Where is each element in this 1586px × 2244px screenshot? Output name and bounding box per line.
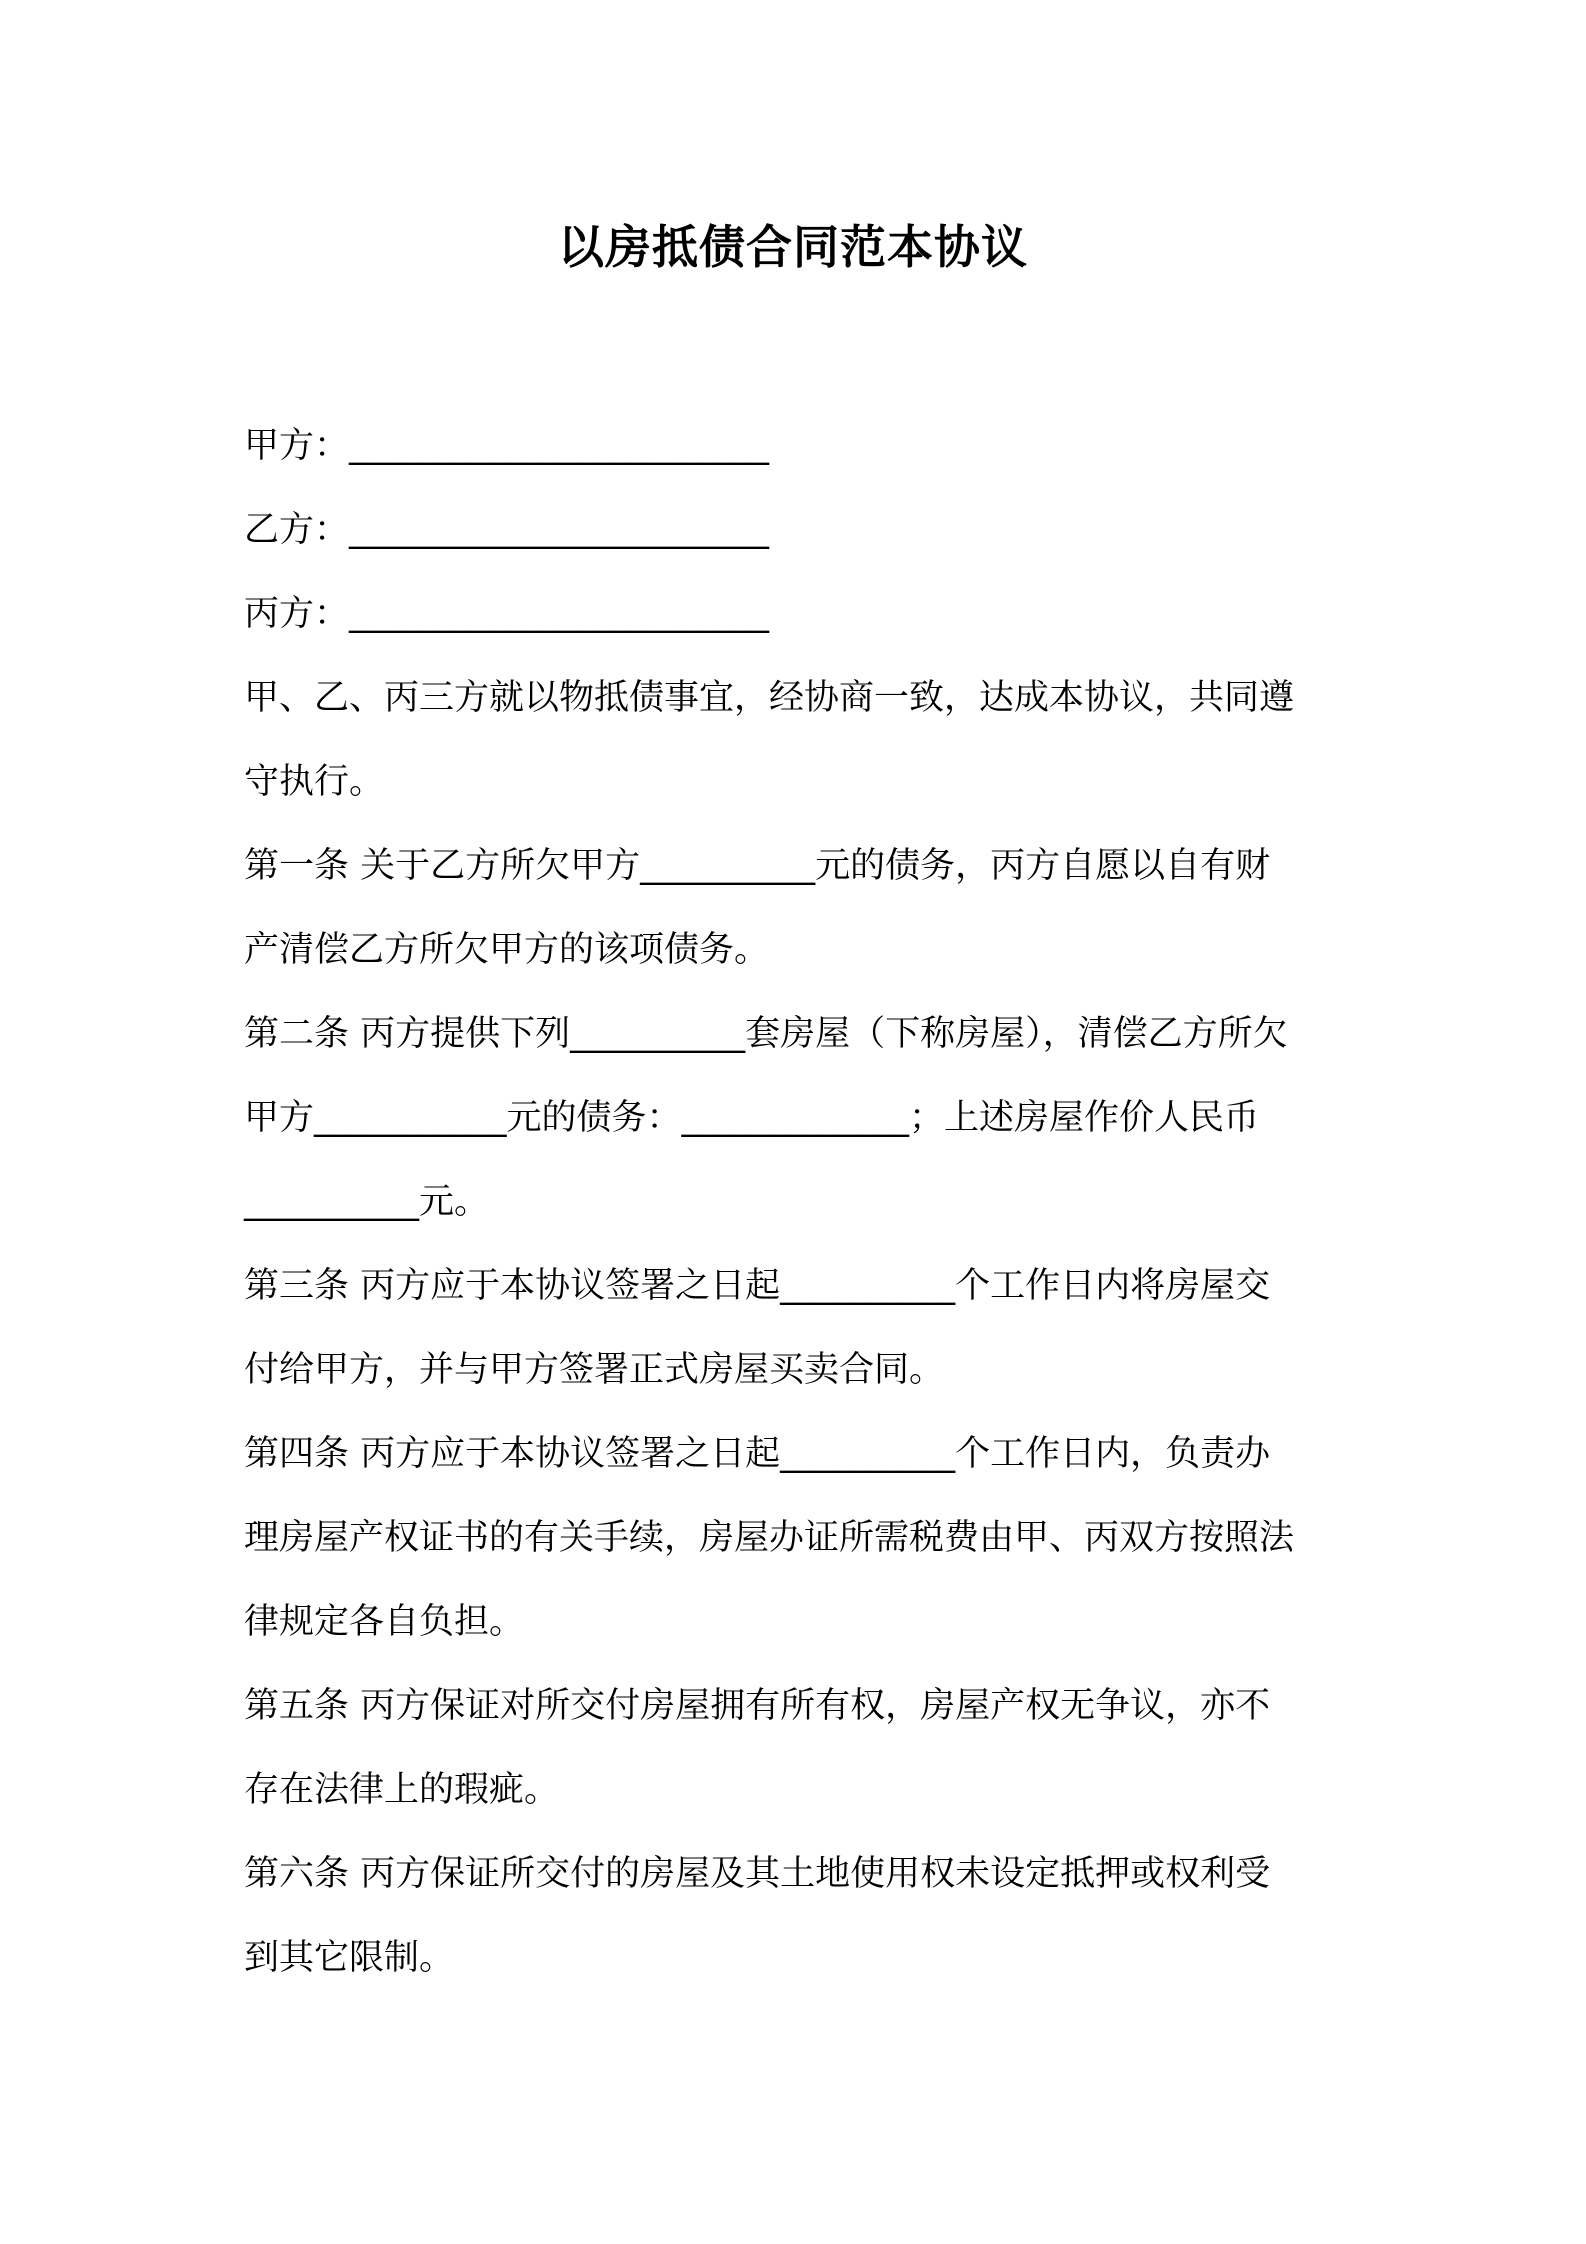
party-c-line: 丙方：________________________ (244, 594, 770, 634)
article-1-line-2: 产清偿乙方所欠甲方的该项债务。 (244, 930, 770, 970)
article-2-line-2: 甲方___________元的债务：_____________；上述房屋作价人民币 (244, 1098, 1260, 1138)
article-5-line-2: 存在法律上的瑕疵。 (244, 1770, 560, 1810)
article-3-line-1: 第三条 丙方应于本协议签署之日起__________个工作日内将房屋交 (244, 1266, 1271, 1306)
article-1-line-1: 第一条 关于乙方所欠甲方__________元的债务，丙方自愿以自有财 (244, 846, 1271, 886)
party-a-line: 甲方：________________________ (244, 426, 770, 466)
article-3-line-2: 付给甲方，并与甲方签署正式房屋买卖合同。 (244, 1350, 945, 1390)
preamble-line-2: 守执行。 (244, 762, 385, 802)
preamble-line-1: 甲、乙、丙三方就以物抵债事宜，经协商一致，达成本协议，共同遵 (244, 678, 1295, 718)
document-body (244, 404, 1364, 2000)
article-2-line-1: 第二条 丙方提供下列__________套房屋（下称房屋），清偿乙方所欠 (244, 1014, 1288, 1054)
article-4-line-2: 理房屋产权证书的有关手续，房屋办证所需税费由甲、丙双方按照法 (244, 1518, 1295, 1558)
party-b-line: 乙方：________________________ (244, 510, 770, 550)
article-2-line-3: __________元。 (244, 1182, 490, 1222)
article-4-line-1: 第四条 丙方应于本协议签署之日起__________个工作日内，负责办 (244, 1434, 1271, 1474)
document-title: 以房抵债合同范本协议 (558, 220, 1028, 274)
article-4-line-3: 律规定各自负担。 (244, 1602, 525, 1642)
article-6-line-2: 到其它限制。 (244, 1938, 455, 1978)
article-5-line-1: 第五条 丙方保证对所交付房屋拥有所有权，房屋产权无争议，亦不 (244, 1686, 1271, 1726)
article-6-line-1: 第六条 丙方保证所交付的房屋及其土地使用权未设定抵押或权利受 (244, 1854, 1271, 1894)
